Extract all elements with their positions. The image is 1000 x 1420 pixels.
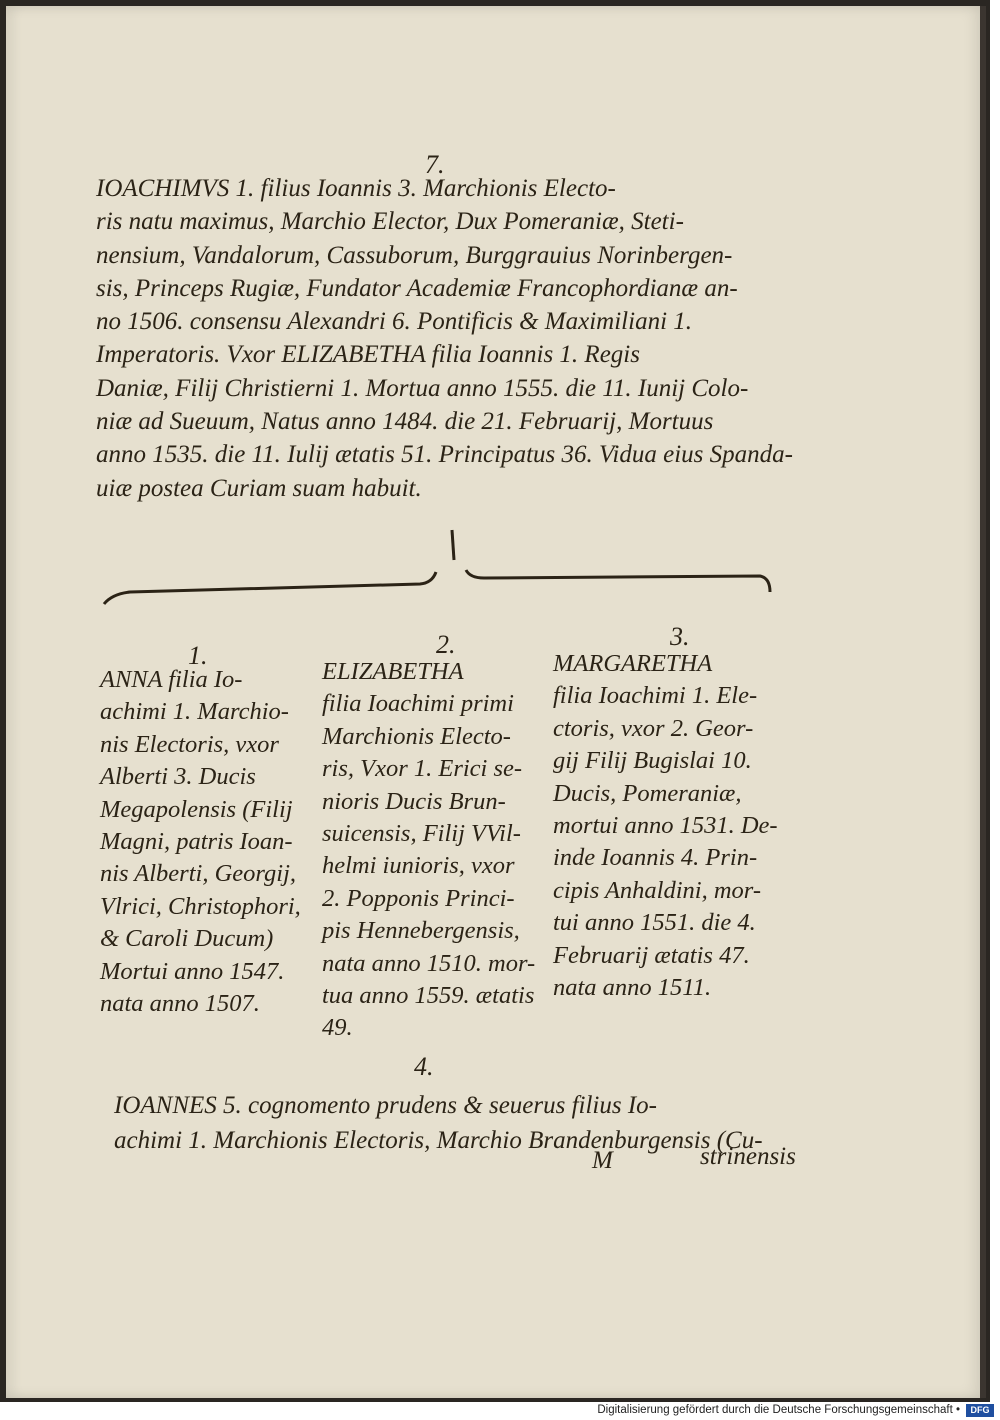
text-line: IOANNES 5. cognomento prudens & seuerus filius Io- [114, 1092, 658, 1119]
text-line: ctoris, vxor 2. Geor- [553, 714, 754, 742]
text-line: Alberti 3. Ducis [100, 763, 256, 791]
text-line: nensium, Vandalorum, Cassuborum, Burggrauius Norinbergen- [96, 241, 733, 269]
text-line: ris natu maximus, Marchio Elector, Dux Pomeraniæ, Steti- [96, 208, 684, 236]
child-number-2: 2. [436, 630, 456, 659]
child-entry-anna [100, 664, 301, 1020]
text-line: nata anno 1511. [553, 974, 712, 1002]
catchword: strinensis [700, 1143, 796, 1170]
text-line: ris, Vxor 1. Erici se- [322, 755, 523, 783]
text-line: MARGARETHA [553, 650, 713, 677]
text-line: & Caroli Ducum) [100, 925, 274, 953]
brace-left-arm [104, 572, 436, 604]
text-line: inde Ioannis 4. Prin- [553, 844, 758, 872]
page-number: 7. [425, 150, 445, 179]
digitization-footer [0, 1402, 1000, 1420]
text-line: pis Hennebergensis, [322, 917, 520, 945]
brace-right-arm [466, 570, 770, 592]
text-line: filia Ioachimi primi [322, 690, 514, 718]
text-line: Ducis, Pomeraniæ, [553, 779, 742, 807]
brace-stem [452, 530, 454, 560]
text-line: Daniæ, Filij Christierni 1. Mortua anno 1555. die 11. Iunij Colo- [96, 374, 749, 402]
text-line: Imperatoris. Vxor ELIZABETHA filia Ioannis 1. Regis [96, 341, 640, 369]
text-line: 2. Popponis Princi- [322, 884, 515, 912]
text-line: Februarij ætatis 47. [553, 941, 750, 969]
text-line: suicensis, Filij VVil- [322, 820, 521, 848]
text-line: niæ ad Sueuum, Natus anno 1484. die 21. Februarij, Mortuus [96, 408, 714, 436]
text-line: gij Filij Bugislai 10. [553, 747, 752, 775]
text-line: nis Electoris, vxor [100, 730, 279, 758]
text-line: Magni, patris Ioan- [100, 828, 293, 856]
text-line: Megapolensis (Filij [100, 795, 293, 823]
text-line: tui anno 1551. die 4. [553, 909, 756, 937]
text-line: helmi iunioris, vxor [322, 852, 515, 880]
child-entry-elizabetha [322, 656, 535, 1045]
child-entry-margaretha [553, 648, 778, 1004]
text-line: ANNA filia Io- [100, 666, 243, 693]
child-number-1: 1. [188, 641, 208, 670]
text-line: 49. [322, 1014, 353, 1042]
text-line: Mortui anno 1547. [100, 957, 285, 985]
text-line: IOACHIMVS 1. filius Ioannis 3. Marchionis Electo- [96, 175, 616, 202]
text-line: uiæ postea Curiam suam habuit. [96, 474, 422, 502]
second-entry-text [114, 1088, 763, 1158]
text-line: achimi 1. Marchio- [100, 698, 289, 726]
child-number-3: 3. [670, 622, 690, 651]
text-line: tua anno 1559. ætatis [322, 982, 535, 1010]
dfg-logo: DFG [966, 1404, 994, 1417]
text-line: Marchionis Electo- [322, 722, 511, 750]
text-line: anno 1535. die 11. Iulij ætatis 51. Principatus 36. Vidua eius Spanda- [96, 441, 793, 469]
text-line: Vlrici, Christophori, [100, 892, 301, 920]
text-line: nata anno 1510. mor- [322, 949, 536, 977]
main-entry-text [96, 172, 793, 505]
catchword-letter: M [592, 1147, 613, 1174]
text-line: no 1506. consensu Alexandri 6. Pontificis & Maximiliani 1. [96, 308, 693, 336]
text-line: sis, Princeps Rugiæ, Fundator Academiæ Francophordianæ an- [96, 274, 738, 302]
text-line: cipis Anhaldini, mor- [553, 876, 761, 904]
text-line: ELIZABETHA [322, 658, 464, 685]
text-line: nis Alberti, Georgij, [100, 860, 296, 888]
text-line: filia Ioachimi 1. Ele- [553, 682, 758, 710]
text-line: mortui anno 1531. De- [553, 812, 778, 840]
text-line: achimi 1. Marchionis Electoris, Marchio Brandenburgensis (Cu- [114, 1127, 763, 1154]
text-line: nata anno 1507. [100, 990, 260, 1018]
footer-credit-text: Digitalisierung gefördert durch die Deutsche Forschungsgemeinschaft • [597, 1404, 960, 1416]
entry-number-4: 4. [414, 1052, 434, 1081]
text-line: nioris Ducis Brun- [322, 787, 506, 815]
